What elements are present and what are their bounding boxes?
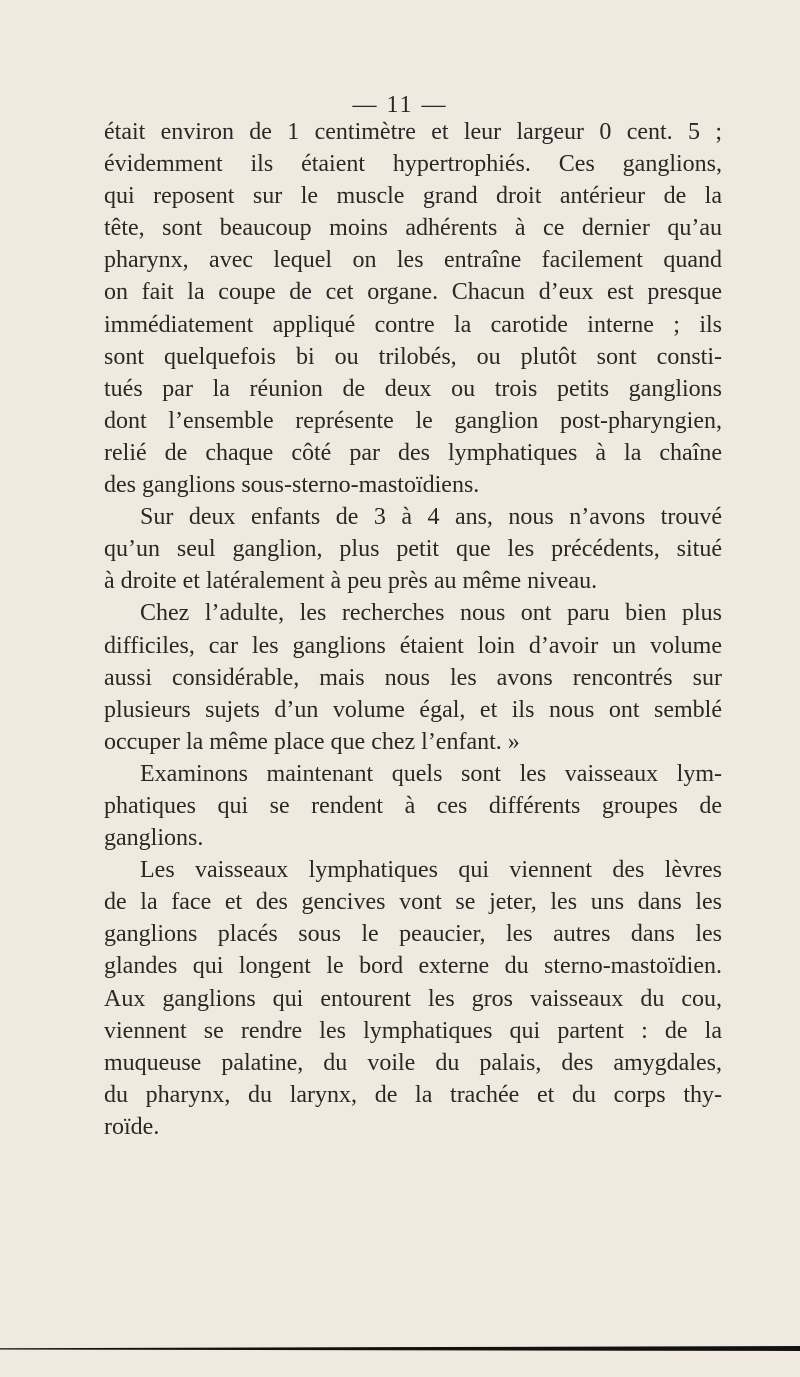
text-line: Examinons maintenant quels sont les vaisseaux lym- xyxy=(140,760,722,787)
text-line: occuper la même place que chez l’enfant. » xyxy=(104,728,520,755)
text-line: dont l’ensemble représente le ganglion post-pharyngien, xyxy=(104,407,722,434)
text-line: du pharynx, du larynx, de la trachée et du corps thy- xyxy=(104,1081,722,1108)
text-line: Chez l’adulte, les recherches nous ont paru bien plus xyxy=(140,600,722,627)
text-line: aussi considérable, mais nous les avons rencontrés sur xyxy=(104,664,722,691)
text-line: tués par la réunion de deux ou trois petits ganglions xyxy=(104,375,722,402)
text-line: viennent se rendre les lymphatiques qui partent : de la xyxy=(104,1017,722,1044)
text-line: plusieurs sujets d’un volume égal, et ils nous ont semblé xyxy=(104,696,722,723)
page-number: — 11 — xyxy=(352,92,448,118)
text-line: de la face et des gencives vont se jeter, les uns dans les xyxy=(104,889,722,916)
text-line: muqueuse palatine, du voile du palais, des amygdales, xyxy=(104,1049,722,1076)
text-line: Aux ganglions qui entourent les gros vaisseaux du cou, xyxy=(104,985,722,1012)
text-line: tête, sont beaucoup moins adhérents à ce dernier qu’au xyxy=(104,215,722,242)
text-line: qui reposent sur le muscle grand droit antérieur de la xyxy=(104,183,722,210)
bottom-edge-rule xyxy=(0,1346,800,1351)
text-line: Sur deux enfants de 3 à 4 ans, nous n’avons trouvé xyxy=(140,504,722,531)
text-line: Les vaisseaux lymphatiques qui viennent des lèvres xyxy=(140,857,722,884)
text-line: des ganglions sous-sterno-mastoïdiens. xyxy=(104,472,480,499)
text-line: phatiques qui se rendent à ces différents groupes de xyxy=(104,792,722,819)
text-line: qu’un seul ganglion, plus petit que les précédents, situé xyxy=(104,536,722,563)
text-line: pharynx, avec lequel on les entraîne facilement quand xyxy=(104,247,722,274)
text-line: sont quelquefois bi ou trilobés, ou plutôt sont consti- xyxy=(104,343,722,370)
text-line: ganglions. xyxy=(104,825,204,852)
text-line: à droite et latéralement à peu près au même niveau. xyxy=(104,568,598,595)
text-line: on fait la coupe de cet organe. Chacun d’eux est presque xyxy=(104,279,722,306)
text-line: roïde. xyxy=(104,1113,160,1140)
text-line: était environ de 1 centimètre et leur largeur 0 cent. 5 ; xyxy=(104,119,722,145)
text-line: relié de chaque côté par des lymphatiques à la chaîne xyxy=(104,439,722,466)
text-line: évidemment ils étaient hypertrophiés. Ces ganglions, xyxy=(104,151,722,178)
body-text xyxy=(104,116,722,1143)
text-line: immédiatement appliqué contre la carotide interne ; ils xyxy=(104,311,722,338)
text-line: difficiles, car les ganglions étaient loin d’avoir un volume xyxy=(104,632,722,659)
text-line: ganglions placés sous le peaucier, les autres dans les xyxy=(104,921,722,948)
text-line: glandes qui longent le bord externe du sterno-mastoïdien. xyxy=(104,953,722,980)
